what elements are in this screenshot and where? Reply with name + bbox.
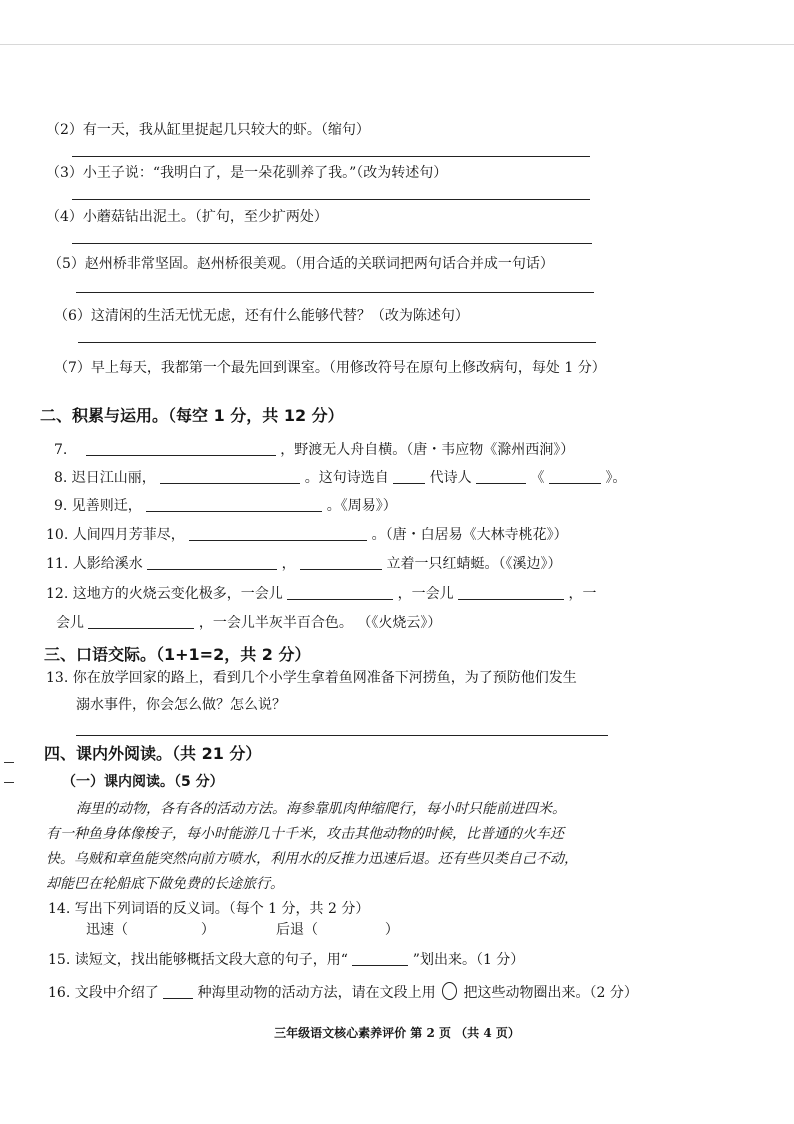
- question-text: 会儿: [56, 615, 84, 631]
- answer-line-q5[interactable]: [76, 292, 594, 293]
- question-text: 11. 人影给溪水: [46, 556, 143, 572]
- answer-line-q13[interactable]: [76, 735, 608, 736]
- fill-blank[interactable]: [147, 555, 277, 570]
- question-text: 。（唐・白居易《大林寺桃花》）: [371, 527, 568, 543]
- section-4-title: 四、课内外阅读。（共 21 分）: [44, 744, 262, 763]
- question-7: [54, 440, 574, 460]
- question-4: （4）小蘑菇钻出泥土。（扩句，至少扩两处）: [46, 209, 328, 225]
- underline-symbol: [352, 951, 408, 966]
- word-label-end: ）: [200, 922, 215, 938]
- question-2: （2）有一天，我从缸里捉起几只较大的虾。（缩句）: [46, 122, 370, 138]
- fill-blank[interactable]: [86, 441, 276, 456]
- passage-line: 有一种鱼身体像梭子，每小时能游几十千米，攻击其他动物的时候，比普通的火车还: [46, 826, 564, 842]
- question-text: 15. 读短文，找出能够概括文段大意的句子，用“: [48, 952, 348, 968]
- question-text: 9. 见善则迁，: [54, 498, 142, 514]
- subsection-1-title: （一）课内阅读。（5 分）: [62, 774, 224, 790]
- question-3: （3）小王子说：“我明白了，是一朵花驯养了我。”（改为转述句）: [46, 165, 448, 181]
- question-text: ，野渡无人舟自横。（唐・韦应物《滁州西涧》）: [280, 442, 575, 458]
- answer-line-q6[interactable]: [78, 342, 596, 343]
- question-text: 8. 迟日江山丽，: [54, 470, 156, 486]
- question-text: ，一: [568, 586, 597, 602]
- question-text: ，一会儿半灰半百合色。 （《火烧云》）: [198, 615, 442, 631]
- question-15: [48, 950, 524, 970]
- question-8: [54, 468, 626, 488]
- fill-blank[interactable]: [189, 526, 367, 541]
- circle-symbol-icon: [442, 982, 457, 1000]
- question-14-word-2: [276, 920, 399, 940]
- page-footer: 三年级语文核心素养评价 第 2 页 （共 4 页）: [274, 1026, 520, 1040]
- passage-line: 却能巴在轮船底下做免费的长途旅行。: [46, 876, 284, 892]
- question-10: [46, 525, 568, 545]
- question-5: （5）赵州桥非常坚固。赵州桥很美观。（用合适的关联词把两句话合并成一句话）: [48, 256, 554, 272]
- question-text: ，一会儿: [397, 586, 454, 602]
- fill-blank[interactable]: [287, 585, 393, 600]
- question-text: 《: [530, 470, 545, 486]
- question-text: 》。: [605, 470, 627, 486]
- scan-mark: [4, 782, 14, 783]
- section-3-title: 三、口语交际。（1+1=2，共 2 分）: [44, 645, 311, 664]
- question-11: [46, 554, 562, 574]
- fill-blank[interactable]: [160, 469, 300, 484]
- question-14-word-1: [86, 920, 215, 940]
- fill-blank[interactable]: [393, 469, 425, 484]
- question-text: 。《周易》）: [326, 498, 397, 514]
- answer-line-q2[interactable]: [72, 156, 590, 157]
- question-text: 。这句诗选自: [304, 470, 389, 486]
- question-12-cont: [56, 613, 441, 633]
- question-text: 10. 人间四月芳菲尽，: [46, 527, 185, 543]
- question-12: [46, 584, 597, 604]
- fill-blank[interactable]: [549, 469, 601, 484]
- fill-blank[interactable]: [88, 614, 194, 629]
- fill-blank[interactable]: [163, 984, 193, 999]
- passage-line: 快。乌贼和章鱼能突然向前方喷水，利用水的反推力迅速后退。还有些贝类自己不动，: [46, 851, 578, 867]
- page-top-edge: [0, 44, 794, 45]
- answer-line-q4[interactable]: [72, 243, 592, 244]
- fill-blank[interactable]: [476, 469, 526, 484]
- word-label-end: ）: [384, 922, 399, 938]
- word-label: 迅速（: [86, 922, 128, 938]
- question-text: 代诗人: [429, 470, 472, 486]
- question-text: 12. 这地方的火烧云变化极多，一会儿: [46, 586, 283, 602]
- answer-line-q3[interactable]: [72, 199, 590, 200]
- question-16: [48, 982, 638, 1003]
- question-14: 14. 写出下列词语的反义词。（每个 1 分，共 2 分）: [48, 901, 370, 917]
- question-text: ，: [281, 556, 296, 572]
- question-number: 7.: [54, 442, 68, 458]
- question-9: [54, 496, 397, 516]
- scan-mark: [4, 762, 14, 763]
- question-text: 种海里动物的活动方法，请在文段上用: [197, 985, 436, 1001]
- fill-blank[interactable]: [458, 585, 564, 600]
- question-text: 把这些动物圈出来。（2 分）: [463, 985, 638, 1001]
- question-13: 13. 你在放学回家的路上，看到几个小学生拿着鱼网准备下河捞鱼，为了预防他们发生: [46, 670, 577, 686]
- question-text: 16. 文段中介绍了: [48, 985, 159, 1001]
- question-text: ”划出来。（1 分）: [412, 952, 525, 968]
- question-text: 立着一只红蜻蜓。（《溪边》）: [386, 556, 562, 572]
- section-2-title: 二、积累与运用。（每空 1 分，共 12 分）: [40, 406, 344, 425]
- question-7-correction: （7）早上每天，我都第一个最先回到课室。（用修改符号在原句上修改病句，每处 1 分）: [54, 360, 606, 376]
- passage-line: 海里的动物，各有各的活动方法。海参靠肌肉伸缩爬行，每小时只能前进四米。: [76, 801, 566, 817]
- question-13-cont: 溺水事件，你会怎么做？怎么说？: [76, 697, 286, 713]
- fill-blank[interactable]: [300, 555, 382, 570]
- word-label: 后退（: [276, 922, 318, 938]
- fill-blank[interactable]: [146, 497, 322, 512]
- question-6: （6）这清闲的生活无忧无虑，还有什么能够代替？（改为陈述句）: [54, 308, 469, 324]
